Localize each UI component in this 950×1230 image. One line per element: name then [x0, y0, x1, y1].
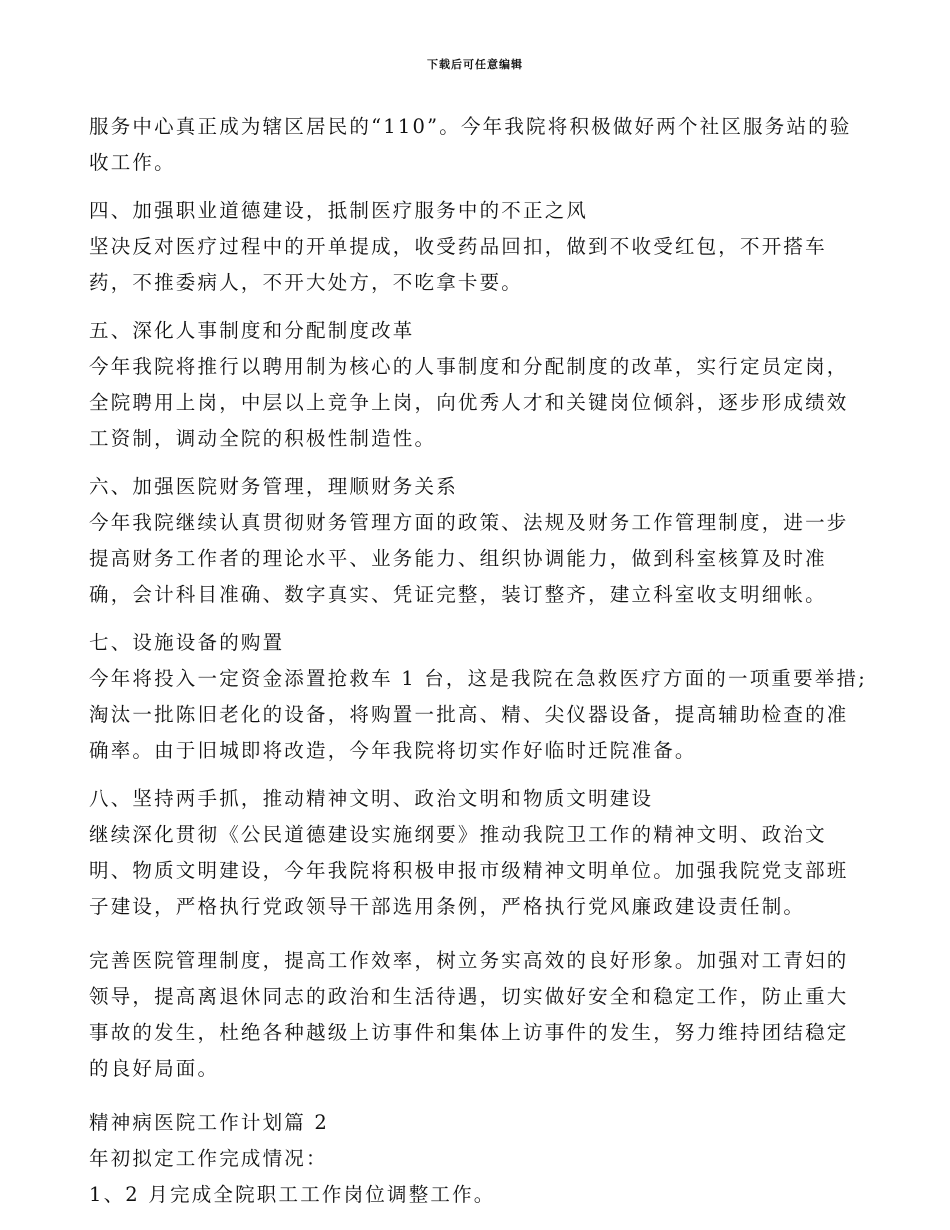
section-7 [89, 625, 867, 769]
paragraph [89, 943, 864, 1087]
paragraph [89, 109, 864, 181]
text-line: 淘汰一批陈旧老化的设备，将购置一批高、精、尖仪器设备，提高辅助检查的准 [89, 703, 849, 726]
text-line: 明、物质文明建设，今年我院将积极申报市级精神文明单位。加强我院党支部班 [89, 859, 849, 882]
text-line: 今年我院将推行以聘用制为核心的人事制度和分配制度的改革，实行定员定岗， [89, 355, 849, 378]
text-line: 收工作。 [89, 151, 176, 174]
text-line: 确率。由于旧城即将改造，今年我院将切实作好临时迁院准备。 [89, 739, 697, 762]
text-line: 今年我院继续认真贯彻财务管理方面的政策、法规及财务工作管理制度，进一步 [89, 511, 849, 534]
section-heading: 四、加强职业道德建设，抵制医疗服务中的不正之风 [89, 199, 589, 222]
section-5 [89, 313, 864, 457]
text-line: 全院聘用上岗，中层以上竞争上岗，向优秀人才和关键岗位倾斜，逐步形成绩效 [89, 391, 849, 414]
text-line: 提高财务工作者的理论水平、业务能力、组织协调能力，做到科室核算及时准 [89, 547, 827, 570]
text-line: 完善医院管理制度，提高工作效率，树立务实高效的良好形象。加强对工青妇的 [89, 949, 849, 972]
page-header: 下载后可任意编辑 [427, 58, 523, 71]
document-body [89, 109, 867, 1213]
text-line: 事故的发生，杜绝各种越级上访事件和集体上访事件的发生，努力维持团结稳定 [89, 1021, 849, 1044]
section-4 [89, 193, 864, 301]
text-line: 工资制，调动全院的积极性制造性。 [89, 427, 437, 450]
text-line: 确，会计科目准确、数字真实、凭证完整，装订整齐，建立科室收支明细帐。 [89, 583, 827, 606]
text-line: 1、2 月完成全院职工工作岗位调整工作。 [89, 1183, 496, 1206]
text-line: 子建设，严格执行党政领导干部选用条例，严格执行党风廉政建设责任制。 [89, 895, 806, 918]
text-line: 的良好局面。 [89, 1057, 220, 1080]
section-heading: 六、加强医院财务管理，理顺财务关系 [89, 475, 458, 498]
section-6 [89, 469, 864, 613]
text-line: 领导，提高离退休同志的政治和生活待遇，切实做好安全和稳定工作，防止重大 [89, 985, 849, 1008]
text-line: 药，不推委病人，不开大处方，不吃拿卡要。 [89, 271, 524, 294]
section-heading: 七、设施设备的购置 [89, 631, 285, 654]
section-8 [89, 781, 864, 925]
plan-section-2 [89, 1105, 864, 1213]
text-line: 年初拟定工作完成情况： [89, 1147, 328, 1170]
text-line: 服务中心真正成为辖区居民的“110”。今年我院将积极做好两个社区服务站的验 [89, 115, 852, 138]
text-line: 继续深化贯彻《公民道德建设实施纲要》推动我院卫工作的精神文明、政治文 [89, 823, 827, 846]
section-title: 精神病医院工作计划篇 2 [89, 1111, 330, 1134]
section-heading: 五、深化人事制度和分配制度改革 [89, 319, 415, 342]
section-heading: 八、坚持两手抓，推动精神文明、政治文明和物质文明建设 [89, 787, 654, 810]
text-line: 今年将投入一定资金添置抢救车 1 台，这是我院在急救医疗方面的一项重要举措; [89, 667, 867, 690]
text-line: 坚决反对医疗过程中的开单提成，收受药品回扣，做到不收受红包，不开搭车 [89, 235, 827, 258]
